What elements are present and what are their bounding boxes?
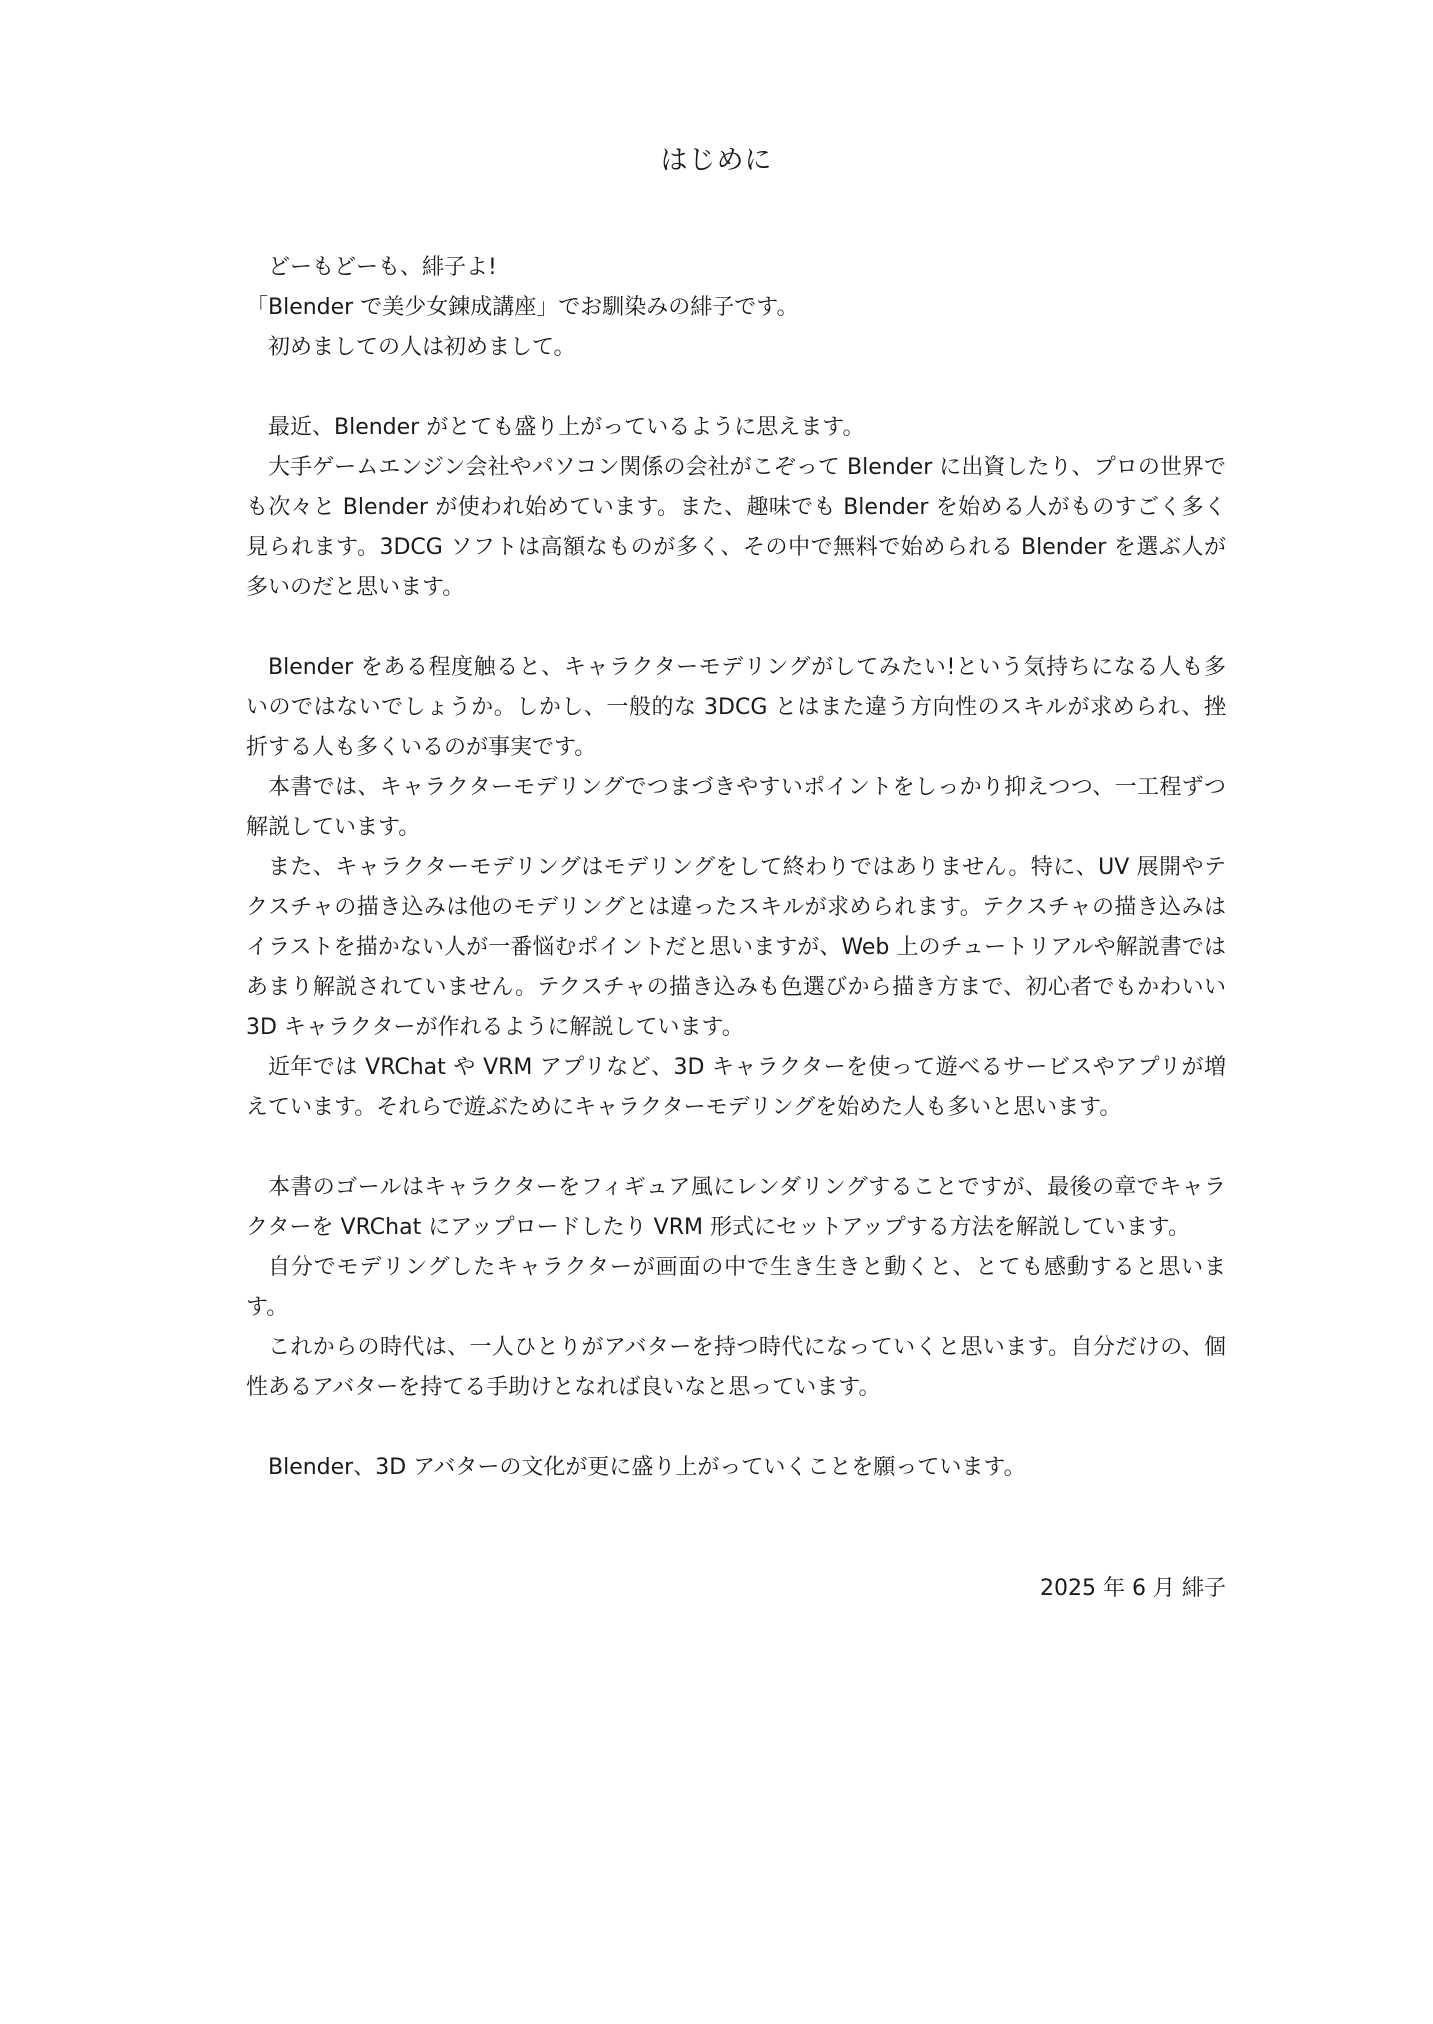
paragraph-blender-industry: 大手ゲームエンジン会社やパソコン関係の会社がこぞって Blender に出資したり、プロの世界でも次々と Blender が使われ始めています。また、趣味でも Blender を始める人がものすごく多く見られます。3DCG ソフトは高額なものが多く、その中で無料で始められる Blender を選ぶ人が多いのだと思います。 <box>246 455 1226 600</box>
signature: 2025 年 6 月 緋子 <box>1040 1576 1226 1601</box>
paragraph-avatar-era: これからの時代は、一人ひとりがアバターを持つ時代になっていくと思います。自分だけの、個性あるアバターを持てる手助けとなれば良いなと思っています。 <box>246 1335 1226 1400</box>
paragraph-book-goal: 本書のゴールはキャラクターをフィギュア風にレンダリングすることですが、最後の章でキャラクターを VRChat にアップロードしたり VRM 形式にセットアップする方法を解説しています。 <box>246 1175 1226 1240</box>
paragraph-moving-character: 自分でモデリングしたキャラクターが画面の中で生き生きと動くと、とても感動すると思います。 <box>246 1255 1226 1320</box>
paragraph-book-approach: 本書では、キャラクターモデリングでつまづきやすいポイントをしっかり抑えつつ、一工程ずつ解説しています。 <box>246 775 1226 840</box>
page-title: はじめに <box>660 145 773 176</box>
paragraph-gap <box>246 1128 1226 1168</box>
body-text <box>246 248 1226 1488</box>
paragraph-intro-name: 「Blender で美少女錬成講座」でお馴染みの緋子です。 <box>246 295 799 320</box>
paragraph-character-modeling: Blender をある程度触ると、キャラクターモデリングがしてみたい!という気持ちになる人も多いのではないでしょうか。しかし、一般的な 3DCG とはまた違う方向性のスキルが求められ、挫折する人も多くいるのが事実です。 <box>246 655 1226 760</box>
paragraph-nice-to-meet: 初めましての人は初めまして。 <box>268 335 576 360</box>
paragraph-gap <box>246 1408 1226 1448</box>
paragraph-vrchat-vrm: 近年では VRChat や VRM アプリなど、3D キャラクターを使って遊べるサービスやアプリが増えています。それらで遊ぶためにキャラクターモデリングを始めた人も多いと思います。 <box>246 1055 1226 1120</box>
paragraph-closing-wish: Blender、3D アバターの文化が更に盛り上がっていくことを願っています。 <box>268 1455 1026 1480</box>
paragraph-gap <box>246 608 1226 648</box>
paragraph-blender-popular: 最近、Blender がとても盛り上がっているように思えます。 <box>268 415 865 440</box>
paragraph-uv-texture: また、キャラクターモデリングはモデリングをして終わりではありません。特に、UV 展開やテクスチャの描き込みは他のモデリングとは違ったスキルが求められます。テクスチャの描き込みはイラストを描かない人が一番悩むポイントだと思いますが、Web 上のチュートリアルや解説書ではあまり解説されていません。テクスチャの描き込みも色選びから描き方まで、初心者でもかわいい 3D キャラクターが作れるように解説しています。 <box>246 855 1226 1040</box>
paragraph-gap <box>246 368 1226 408</box>
paragraph-greeting: どーもどーも、緋子よ! <box>268 255 497 280</box>
